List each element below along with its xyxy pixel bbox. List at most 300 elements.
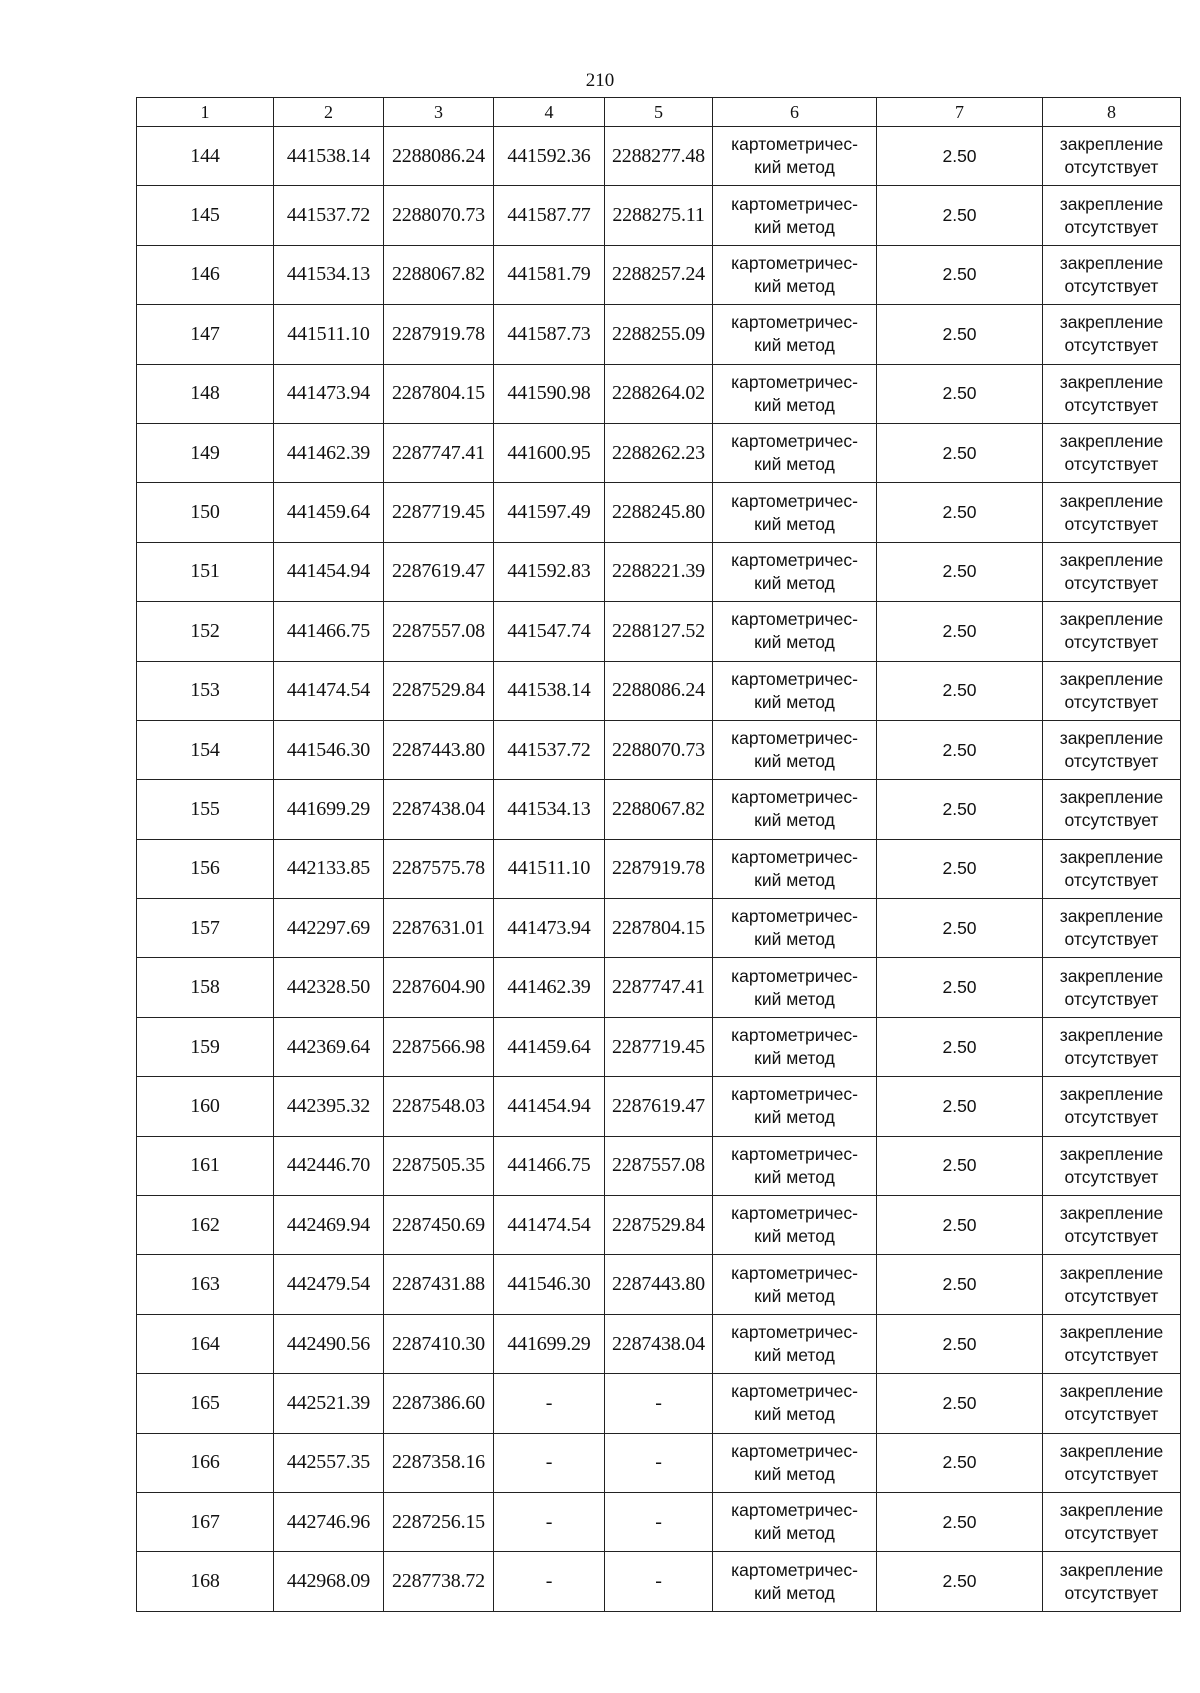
method-text-line: картометричес- bbox=[731, 193, 858, 214]
accuracy-cell: 2.50 bbox=[877, 364, 1043, 423]
y-coordinate-cell: 2287256.15 bbox=[384, 1492, 494, 1551]
method-text-line: кий метод bbox=[754, 1523, 835, 1544]
x-coordinate-2-cell: 441534.13 bbox=[494, 780, 605, 839]
table-body bbox=[137, 127, 1181, 1612]
fixing-text-line: закрепление bbox=[1059, 965, 1164, 986]
fixing-cell bbox=[1043, 602, 1181, 661]
method-text-line: кий метод bbox=[754, 572, 835, 593]
fixing-text-line: отсутствует bbox=[1064, 1463, 1159, 1484]
fixing-text-line: закрепление bbox=[1059, 1500, 1164, 1521]
fixing-cell bbox=[1043, 720, 1181, 779]
fixing-text-line: закрепление bbox=[1059, 1084, 1164, 1105]
fixing-text-line: отсутствует bbox=[1064, 1048, 1159, 1069]
fixing-cell bbox=[1043, 1077, 1181, 1136]
point-number-cell: 168 bbox=[137, 1552, 274, 1611]
method-cell bbox=[713, 127, 877, 186]
method-text-line: кий метод bbox=[754, 1285, 835, 1306]
accuracy-cell: 2.50 bbox=[877, 661, 1043, 720]
y-coordinate-cell: 2288086.24 bbox=[384, 127, 494, 186]
method-text-line: кий метод bbox=[754, 1226, 835, 1247]
y-coordinate-cell: 2287529.84 bbox=[384, 661, 494, 720]
method-cell bbox=[713, 245, 877, 304]
x-coordinate-2-cell: 441581.79 bbox=[494, 245, 605, 304]
x-coordinate-2-cell: - bbox=[494, 1374, 605, 1433]
fixing-text-line: закрепление bbox=[1059, 431, 1164, 452]
accuracy-cell: 2.50 bbox=[877, 305, 1043, 364]
fixing-cell bbox=[1043, 1314, 1181, 1373]
method-text-line: картометричес- bbox=[731, 1203, 858, 1224]
fixing-cell bbox=[1043, 839, 1181, 898]
point-number-cell: 149 bbox=[137, 423, 274, 482]
fixing-text-line: закрепление bbox=[1059, 371, 1164, 392]
method-text-line: картометричес- bbox=[731, 252, 858, 273]
accuracy-cell: 2.50 bbox=[877, 483, 1043, 542]
fixing-cell bbox=[1043, 1492, 1181, 1551]
fixing-cell bbox=[1043, 423, 1181, 482]
fixing-text-line: закрепление bbox=[1059, 1143, 1164, 1164]
column-header-2: 2 bbox=[274, 98, 384, 127]
x-coordinate-2-cell: 441466.75 bbox=[494, 1136, 605, 1195]
method-cell bbox=[713, 839, 877, 898]
point-number-cell: 155 bbox=[137, 780, 274, 839]
x-coordinate-cell: 442395.32 bbox=[274, 1077, 384, 1136]
x-coordinate-2-cell: 441511.10 bbox=[494, 839, 605, 898]
method-text-line: картометричес- bbox=[731, 549, 858, 570]
point-number-cell: 144 bbox=[137, 127, 274, 186]
method-text-line: кий метод bbox=[754, 1463, 835, 1484]
fixing-text-line: отсутствует bbox=[1064, 1404, 1159, 1425]
y-coordinate-2-cell: 2287619.47 bbox=[605, 1077, 713, 1136]
x-coordinate-2-cell: 441592.83 bbox=[494, 542, 605, 601]
method-text-line: кий метод bbox=[754, 335, 835, 356]
accuracy-cell: 2.50 bbox=[877, 1255, 1043, 1314]
method-text-line: кий метод bbox=[754, 1166, 835, 1187]
method-text-line: картометричес- bbox=[731, 668, 858, 689]
point-number-cell: 159 bbox=[137, 1017, 274, 1076]
table-row bbox=[137, 899, 1181, 958]
fixing-text-line: отсутствует bbox=[1064, 988, 1159, 1009]
method-cell bbox=[713, 1492, 877, 1551]
method-text-line: кий метод bbox=[754, 751, 835, 772]
y-coordinate-2-cell: 2288127.52 bbox=[605, 602, 713, 661]
point-number-cell: 165 bbox=[137, 1374, 274, 1433]
accuracy-cell: 2.50 bbox=[877, 1552, 1043, 1611]
y-coordinate-2-cell: 2288277.48 bbox=[605, 127, 713, 186]
method-text-line: кий метод bbox=[754, 988, 835, 1009]
method-text-line: кий метод bbox=[754, 810, 835, 831]
point-number-cell: 158 bbox=[137, 958, 274, 1017]
point-number-cell: 154 bbox=[137, 720, 274, 779]
fixing-text-line: отсутствует bbox=[1064, 513, 1159, 534]
column-header-4: 4 bbox=[494, 98, 605, 127]
table-row bbox=[137, 1433, 1181, 1492]
method-cell bbox=[713, 423, 877, 482]
fixing-text-line: закрепление bbox=[1059, 1025, 1164, 1046]
x-coordinate-2-cell: 441600.95 bbox=[494, 423, 605, 482]
x-coordinate-cell: 441459.64 bbox=[274, 483, 384, 542]
fixing-text-line: отсутствует bbox=[1064, 751, 1159, 772]
fixing-cell bbox=[1043, 958, 1181, 1017]
y-coordinate-2-cell: - bbox=[605, 1552, 713, 1611]
method-text-line: картометричес- bbox=[731, 1025, 858, 1046]
y-coordinate-2-cell: - bbox=[605, 1374, 713, 1433]
x-coordinate-cell: 441537.72 bbox=[274, 186, 384, 245]
fixing-text-line: закрепление bbox=[1059, 252, 1164, 273]
method-cell bbox=[713, 1552, 877, 1611]
y-coordinate-2-cell: 2287804.15 bbox=[605, 899, 713, 958]
point-number-cell: 160 bbox=[137, 1077, 274, 1136]
point-number-cell: 150 bbox=[137, 483, 274, 542]
table-row bbox=[137, 127, 1181, 186]
y-coordinate-2-cell: 2288245.80 bbox=[605, 483, 713, 542]
method-text-line: картометричес- bbox=[731, 609, 858, 630]
fixing-text-line: закрепление bbox=[1059, 668, 1164, 689]
fixing-cell bbox=[1043, 1255, 1181, 1314]
y-coordinate-cell: 2287619.47 bbox=[384, 542, 494, 601]
accuracy-cell: 2.50 bbox=[877, 1136, 1043, 1195]
x-coordinate-cell: 442490.56 bbox=[274, 1314, 384, 1373]
method-text-line: кий метод bbox=[754, 632, 835, 653]
accuracy-cell: 2.50 bbox=[877, 899, 1043, 958]
table-row bbox=[137, 661, 1181, 720]
fixing-text-line: закрепление bbox=[1059, 728, 1164, 749]
header-row bbox=[137, 98, 1181, 127]
x-coordinate-cell: 442968.09 bbox=[274, 1552, 384, 1611]
fixing-text-line: отсутствует bbox=[1064, 691, 1159, 712]
x-coordinate-cell: 441511.10 bbox=[274, 305, 384, 364]
fixing-cell bbox=[1043, 542, 1181, 601]
y-coordinate-2-cell: - bbox=[605, 1433, 713, 1492]
fixing-cell bbox=[1043, 1433, 1181, 1492]
column-header-8: 8 bbox=[1043, 98, 1181, 127]
table-row bbox=[137, 720, 1181, 779]
fixing-text-line: отсутствует bbox=[1064, 1226, 1159, 1247]
table-row bbox=[137, 1314, 1181, 1373]
column-header-6: 6 bbox=[713, 98, 877, 127]
method-cell bbox=[713, 720, 877, 779]
x-coordinate-cell: 441454.94 bbox=[274, 542, 384, 601]
x-coordinate-2-cell: - bbox=[494, 1433, 605, 1492]
method-text-line: картометричес- bbox=[731, 312, 858, 333]
accuracy-cell: 2.50 bbox=[877, 958, 1043, 1017]
y-coordinate-cell: 2287631.01 bbox=[384, 899, 494, 958]
method-cell bbox=[713, 364, 877, 423]
method-text-line: картометричес- bbox=[731, 134, 858, 155]
x-coordinate-2-cell: 441547.74 bbox=[494, 602, 605, 661]
x-coordinate-2-cell: 441546.30 bbox=[494, 1255, 605, 1314]
table-row bbox=[137, 1255, 1181, 1314]
fixing-text-line: закрепление bbox=[1059, 1262, 1164, 1283]
y-coordinate-cell: 2288067.82 bbox=[384, 245, 494, 304]
x-coordinate-2-cell: 441597.49 bbox=[494, 483, 605, 542]
method-cell bbox=[713, 1196, 877, 1255]
x-coordinate-cell: 442328.50 bbox=[274, 958, 384, 1017]
point-number-cell: 148 bbox=[137, 364, 274, 423]
x-coordinate-2-cell: 441699.29 bbox=[494, 1314, 605, 1373]
x-coordinate-cell: 441699.29 bbox=[274, 780, 384, 839]
accuracy-cell: 2.50 bbox=[877, 542, 1043, 601]
accuracy-cell: 2.50 bbox=[877, 780, 1043, 839]
x-coordinate-2-cell: 441538.14 bbox=[494, 661, 605, 720]
y-coordinate-2-cell: 2288264.02 bbox=[605, 364, 713, 423]
y-coordinate-cell: 2287804.15 bbox=[384, 364, 494, 423]
point-number-cell: 157 bbox=[137, 899, 274, 958]
fixing-text-line: закрепление bbox=[1059, 193, 1164, 214]
fixing-text-line: закрепление bbox=[1059, 846, 1164, 867]
y-coordinate-2-cell: 2287919.78 bbox=[605, 839, 713, 898]
method-text-line: картометричес- bbox=[731, 728, 858, 749]
method-cell bbox=[713, 1433, 877, 1492]
fixing-text-line: отсутствует bbox=[1064, 810, 1159, 831]
table-row bbox=[137, 423, 1181, 482]
table-row bbox=[137, 305, 1181, 364]
point-number-cell: 163 bbox=[137, 1255, 274, 1314]
point-number-cell: 151 bbox=[137, 542, 274, 601]
fixing-cell bbox=[1043, 1552, 1181, 1611]
point-number-cell: 156 bbox=[137, 839, 274, 898]
y-coordinate-cell: 2287747.41 bbox=[384, 423, 494, 482]
point-number-cell: 147 bbox=[137, 305, 274, 364]
fixing-cell bbox=[1043, 483, 1181, 542]
fixing-cell bbox=[1043, 1374, 1181, 1433]
method-text-line: кий метод bbox=[754, 1048, 835, 1069]
fixing-cell bbox=[1043, 661, 1181, 720]
column-header-1: 1 bbox=[137, 98, 274, 127]
method-cell bbox=[713, 542, 877, 601]
method-cell bbox=[713, 1255, 877, 1314]
accuracy-cell: 2.50 bbox=[877, 839, 1043, 898]
y-coordinate-2-cell: 2288067.82 bbox=[605, 780, 713, 839]
y-coordinate-2-cell: 2287747.41 bbox=[605, 958, 713, 1017]
method-text-line: кий метод bbox=[754, 691, 835, 712]
table-row bbox=[137, 780, 1181, 839]
table-row bbox=[137, 602, 1181, 661]
fixing-text-line: отсутствует bbox=[1064, 394, 1159, 415]
fixing-cell bbox=[1043, 364, 1181, 423]
page-number: 210 bbox=[585, 70, 615, 91]
x-coordinate-cell: 441474.54 bbox=[274, 661, 384, 720]
method-text-line: кий метод bbox=[754, 394, 835, 415]
method-text-line: картометричес- bbox=[731, 490, 858, 511]
method-cell bbox=[713, 186, 877, 245]
fixing-cell bbox=[1043, 1196, 1181, 1255]
x-coordinate-cell: 441534.13 bbox=[274, 245, 384, 304]
x-coordinate-cell: 442133.85 bbox=[274, 839, 384, 898]
y-coordinate-2-cell: 2287719.45 bbox=[605, 1017, 713, 1076]
method-text-line: картометричес- bbox=[731, 1322, 858, 1342]
fixing-text-line: отсутствует bbox=[1064, 157, 1159, 178]
fixing-text-line: отсутствует bbox=[1064, 1345, 1159, 1365]
x-coordinate-2-cell: 441590.98 bbox=[494, 364, 605, 423]
fixing-text-line: отсутствует bbox=[1064, 335, 1159, 356]
point-number-cell: 162 bbox=[137, 1196, 274, 1255]
method-cell bbox=[713, 1136, 877, 1195]
fixing-text-line: отсутствует bbox=[1064, 275, 1159, 296]
fixing-text-line: отсутствует bbox=[1064, 1166, 1159, 1187]
fixing-text-line: отсутствует bbox=[1064, 1523, 1159, 1544]
fixing-text-line: закрепление bbox=[1059, 312, 1164, 333]
x-coordinate-cell: 442521.39 bbox=[274, 1374, 384, 1433]
x-coordinate-cell: 442369.64 bbox=[274, 1017, 384, 1076]
method-text-line: кий метод bbox=[754, 1107, 835, 1128]
accuracy-cell: 2.50 bbox=[877, 1492, 1043, 1551]
table-row bbox=[137, 1552, 1181, 1611]
fixing-text-line: отсутствует bbox=[1064, 1107, 1159, 1128]
method-cell bbox=[713, 958, 877, 1017]
method-text-line: кий метод bbox=[754, 157, 835, 178]
accuracy-cell: 2.50 bbox=[877, 602, 1043, 661]
column-header-5: 5 bbox=[605, 98, 713, 127]
method-cell bbox=[713, 1017, 877, 1076]
fixing-text-line: отсутствует bbox=[1064, 572, 1159, 593]
fixing-cell bbox=[1043, 305, 1181, 364]
method-text-line: кий метод bbox=[754, 1345, 835, 1365]
method-text-line: кий метод bbox=[754, 869, 835, 890]
y-coordinate-cell: 2288070.73 bbox=[384, 186, 494, 245]
x-coordinate-cell: 442557.35 bbox=[274, 1433, 384, 1492]
x-coordinate-cell: 441538.14 bbox=[274, 127, 384, 186]
method-text-line: картометричес- bbox=[731, 787, 858, 808]
column-header-3: 3 bbox=[384, 98, 494, 127]
table-row bbox=[137, 364, 1181, 423]
point-number-cell: 161 bbox=[137, 1136, 274, 1195]
x-coordinate-cell: 441462.39 bbox=[274, 423, 384, 482]
fixing-cell bbox=[1043, 1136, 1181, 1195]
x-coordinate-2-cell: 441592.36 bbox=[494, 127, 605, 186]
fixing-text-line: отсутствует bbox=[1064, 216, 1159, 237]
y-coordinate-cell: 2287719.45 bbox=[384, 483, 494, 542]
y-coordinate-2-cell: 2288086.24 bbox=[605, 661, 713, 720]
fixing-text-line: закрепление bbox=[1059, 1203, 1164, 1224]
table-row bbox=[137, 1136, 1181, 1195]
method-text-line: кий метод bbox=[754, 454, 835, 475]
method-cell bbox=[713, 483, 877, 542]
y-coordinate-cell: 2287566.98 bbox=[384, 1017, 494, 1076]
x-coordinate-2-cell: 441587.73 bbox=[494, 305, 605, 364]
y-coordinate-cell: 2287604.90 bbox=[384, 958, 494, 1017]
y-coordinate-cell: 2287438.04 bbox=[384, 780, 494, 839]
method-text-line: кий метод bbox=[754, 216, 835, 237]
method-cell bbox=[713, 780, 877, 839]
y-coordinate-2-cell: 2288262.23 bbox=[605, 423, 713, 482]
x-coordinate-2-cell: 441537.72 bbox=[494, 720, 605, 779]
method-text-line: картометричес- bbox=[731, 1559, 858, 1580]
accuracy-cell: 2.50 bbox=[877, 1433, 1043, 1492]
x-coordinate-2-cell: - bbox=[494, 1552, 605, 1611]
y-coordinate-2-cell: - bbox=[605, 1492, 713, 1551]
accuracy-cell: 2.50 bbox=[877, 127, 1043, 186]
method-text-line: картометричес- bbox=[731, 1143, 858, 1164]
fixing-text-line: отсутствует bbox=[1064, 1285, 1159, 1306]
y-coordinate-2-cell: 2288255.09 bbox=[605, 305, 713, 364]
y-coordinate-cell: 2287738.72 bbox=[384, 1552, 494, 1611]
fixing-text-line: отсутствует bbox=[1064, 929, 1159, 950]
y-coordinate-2-cell: 2288275.11 bbox=[605, 186, 713, 245]
y-coordinate-cell: 2287575.78 bbox=[384, 839, 494, 898]
y-coordinate-cell: 2287450.69 bbox=[384, 1196, 494, 1255]
point-number-cell: 166 bbox=[137, 1433, 274, 1492]
accuracy-cell: 2.50 bbox=[877, 423, 1043, 482]
y-coordinate-2-cell: 2288070.73 bbox=[605, 720, 713, 779]
fixing-cell bbox=[1043, 780, 1181, 839]
method-text-line: картометричес- bbox=[731, 1500, 858, 1521]
point-number-cell: 145 bbox=[137, 186, 274, 245]
method-text-line: картометричес- bbox=[731, 965, 858, 986]
x-coordinate-2-cell: - bbox=[494, 1492, 605, 1551]
accuracy-cell: 2.50 bbox=[877, 720, 1043, 779]
table-row bbox=[137, 542, 1181, 601]
method-text-line: картометричес- bbox=[731, 431, 858, 452]
table-row bbox=[137, 483, 1181, 542]
point-number-cell: 153 bbox=[137, 661, 274, 720]
fixing-text-line: закрепление bbox=[1059, 1440, 1164, 1461]
y-coordinate-2-cell: 2287443.80 bbox=[605, 1255, 713, 1314]
method-text-line: картометричес- bbox=[731, 1262, 858, 1283]
x-coordinate-cell: 442297.69 bbox=[274, 899, 384, 958]
x-coordinate-2-cell: 441473.94 bbox=[494, 899, 605, 958]
table-row bbox=[137, 1196, 1181, 1255]
method-text-line: кий метод bbox=[754, 275, 835, 296]
y-coordinate-2-cell: 2287529.84 bbox=[605, 1196, 713, 1255]
x-coordinate-cell: 441546.30 bbox=[274, 720, 384, 779]
y-coordinate-cell: 2287548.03 bbox=[384, 1077, 494, 1136]
x-coordinate-cell: 442446.70 bbox=[274, 1136, 384, 1195]
fixing-cell bbox=[1043, 899, 1181, 958]
table-row bbox=[137, 1077, 1181, 1136]
fixing-text-line: отсутствует bbox=[1064, 869, 1159, 890]
y-coordinate-cell: 2287443.80 bbox=[384, 720, 494, 779]
method-text-line: кий метод bbox=[754, 1404, 835, 1425]
method-text-line: кий метод bbox=[754, 929, 835, 950]
fixing-text-line: отсутствует bbox=[1064, 1582, 1159, 1603]
point-number-cell: 164 bbox=[137, 1314, 274, 1373]
x-coordinate-2-cell: 441462.39 bbox=[494, 958, 605, 1017]
y-coordinate-2-cell: 2287557.08 bbox=[605, 1136, 713, 1195]
method-cell bbox=[713, 602, 877, 661]
fixing-text-line: закрепление bbox=[1059, 549, 1164, 570]
accuracy-cell: 2.50 bbox=[877, 1314, 1043, 1373]
y-coordinate-cell: 2287431.88 bbox=[384, 1255, 494, 1314]
fixing-text-line: закрепление bbox=[1059, 1381, 1164, 1402]
point-number-cell: 146 bbox=[137, 245, 274, 304]
y-coordinate-cell: 2287919.78 bbox=[384, 305, 494, 364]
table-row bbox=[137, 1492, 1181, 1551]
y-coordinate-cell: 2287386.60 bbox=[384, 1374, 494, 1433]
fixing-text-line: отсутствует bbox=[1064, 454, 1159, 475]
fixing-text-line: закрепление bbox=[1059, 490, 1164, 511]
coordinates-table bbox=[136, 97, 1181, 1612]
method-text-line: кий метод bbox=[754, 1582, 835, 1603]
method-cell bbox=[713, 661, 877, 720]
fixing-text-line: закрепление bbox=[1059, 1559, 1164, 1580]
accuracy-cell: 2.50 bbox=[877, 1196, 1043, 1255]
method-cell bbox=[713, 1077, 877, 1136]
y-coordinate-cell: 2287557.08 bbox=[384, 602, 494, 661]
point-number-cell: 167 bbox=[137, 1492, 274, 1551]
method-text-line: картометричес- bbox=[731, 1381, 858, 1402]
method-text-line: картометричес- bbox=[731, 1440, 858, 1461]
accuracy-cell: 2.50 bbox=[877, 245, 1043, 304]
fixing-cell bbox=[1043, 245, 1181, 304]
fixing-cell bbox=[1043, 186, 1181, 245]
y-coordinate-2-cell: 2287438.04 bbox=[605, 1314, 713, 1373]
x-coordinate-2-cell: 441459.64 bbox=[494, 1017, 605, 1076]
x-coordinate-2-cell: 441454.94 bbox=[494, 1077, 605, 1136]
fixing-text-line: закрепление bbox=[1059, 787, 1164, 808]
y-coordinate-cell: 2287410.30 bbox=[384, 1314, 494, 1373]
method-text-line: картометричес- bbox=[731, 1084, 858, 1105]
x-coordinate-cell: 441466.75 bbox=[274, 602, 384, 661]
